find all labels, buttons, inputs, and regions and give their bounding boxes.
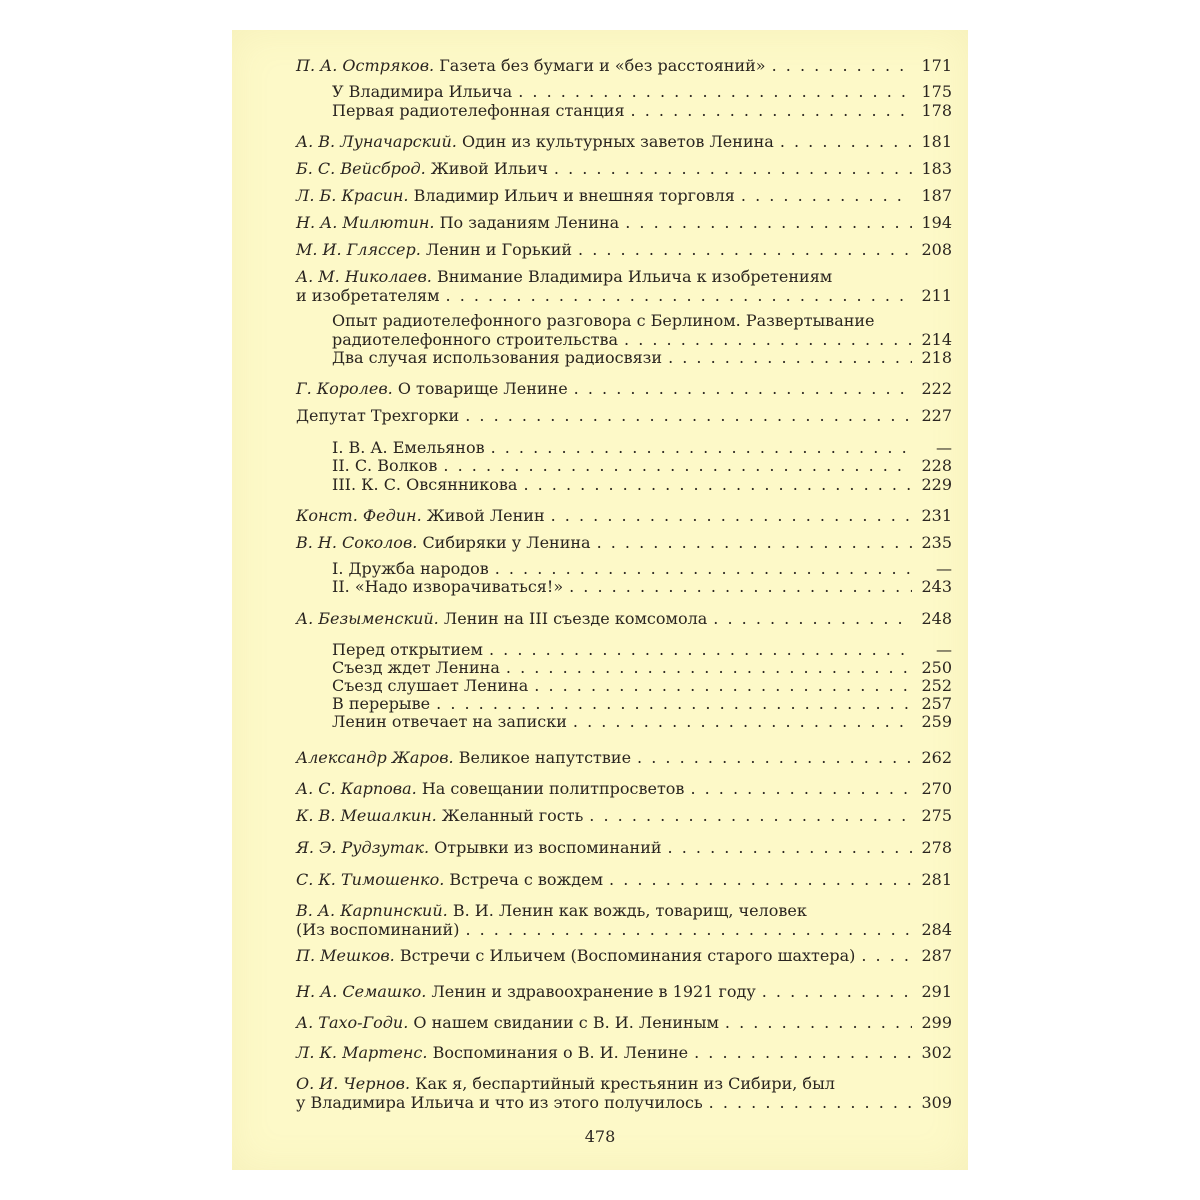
dot-leader xyxy=(568,380,912,399)
toc-author: В. А. Карпинский. xyxy=(296,901,448,920)
dot-leader xyxy=(572,241,912,260)
toc-line xyxy=(332,713,952,732)
toc-title xyxy=(296,749,631,768)
toc-line xyxy=(332,578,952,597)
dot-leader xyxy=(591,534,912,553)
toc-page-number: 250 xyxy=(921,658,952,677)
toc-title xyxy=(296,133,774,152)
toc-title xyxy=(296,983,756,1002)
toc-page-number: 309 xyxy=(921,1092,952,1112)
toc-text: Перед открытием xyxy=(332,640,483,659)
toc-author: Александр Жаров. xyxy=(296,748,454,767)
toc-line xyxy=(296,287,952,306)
toc-line xyxy=(332,677,952,696)
toc-text: Как я, беспартийный крестьянин из Сибири, был xyxy=(415,1074,835,1093)
toc-page-number: 259 xyxy=(921,712,952,731)
toc-line xyxy=(296,133,952,152)
toc-title xyxy=(332,476,517,495)
toc-page-number: 299 xyxy=(921,1013,952,1032)
toc-line xyxy=(332,560,952,579)
toc-line xyxy=(332,439,952,458)
toc-text: Владимир Ильич и внешняя торговля xyxy=(413,186,735,205)
toc-page-number: 287 xyxy=(921,946,952,965)
toc-line xyxy=(296,57,952,76)
toc-line xyxy=(332,349,952,368)
toc-title xyxy=(332,349,662,368)
toc-text: Опыт радиотелефонного разговора с Берлином. Развертывание xyxy=(332,311,875,330)
toc-page-number: 262 xyxy=(921,748,952,767)
toc-line xyxy=(296,947,952,966)
toc-page-number: 278 xyxy=(921,838,952,857)
toc-text: Встреча с вождем xyxy=(449,870,604,889)
dot-leader xyxy=(684,780,912,799)
toc-page-number: 218 xyxy=(921,348,952,367)
toc-text: (Из воспоминаний) xyxy=(296,919,460,939)
toc-subentry xyxy=(332,677,952,696)
toc-line xyxy=(296,902,952,921)
toc-title xyxy=(296,507,545,526)
dot-leader xyxy=(619,214,912,233)
toc-line xyxy=(296,1075,952,1094)
toc-title xyxy=(332,331,618,350)
dot-leader xyxy=(517,476,912,495)
dot-leader xyxy=(500,659,912,678)
toc-page-number: 175 xyxy=(921,82,952,101)
toc-subentry xyxy=(332,578,952,597)
dot-leader xyxy=(459,921,912,940)
toc-page-number: 231 xyxy=(921,506,952,525)
toc-subentry xyxy=(332,312,952,349)
toc-line xyxy=(296,214,952,233)
toc-line xyxy=(296,507,952,526)
dot-leader xyxy=(430,695,912,714)
toc-text: На совещании политпросветов xyxy=(421,779,685,798)
toc-author: Конст. Федин. xyxy=(296,506,422,525)
toc-entry xyxy=(296,1075,952,1112)
toc-page-number: 275 xyxy=(921,806,952,825)
toc-text: Отрывки из воспоминаний xyxy=(434,838,662,857)
toc-page-number: 171 xyxy=(921,56,952,75)
toc-text: Желанный гость xyxy=(441,806,584,825)
toc-entry xyxy=(296,241,952,260)
toc-text: Газета без бумаги и «без расстояний» xyxy=(439,56,766,75)
dot-leader xyxy=(774,133,912,152)
toc-text: Два случая использования радиосвязи xyxy=(332,348,663,367)
dot-leader xyxy=(437,457,912,476)
toc-entry xyxy=(296,507,952,526)
toc-page-number: 257 xyxy=(921,694,952,713)
toc-title xyxy=(296,1044,688,1063)
toc-entry xyxy=(296,268,952,305)
dot-leader xyxy=(631,749,912,768)
toc-page-number: 252 xyxy=(921,676,952,695)
toc-line xyxy=(296,839,952,858)
toc-page-number: 291 xyxy=(921,982,952,1001)
toc-title xyxy=(296,871,603,890)
toc-title xyxy=(332,312,875,331)
toc-title xyxy=(296,287,440,306)
toc-title xyxy=(332,659,500,678)
toc-line xyxy=(296,1014,952,1033)
toc-author: П. Мешков. xyxy=(296,946,395,965)
toc-author: А. Тахо-Годи. xyxy=(296,1013,409,1032)
toc-author: А. М. Николаев. xyxy=(296,267,432,286)
toc-title xyxy=(296,839,662,858)
dot-leader xyxy=(618,331,912,350)
toc-entry xyxy=(296,839,952,858)
toc-title xyxy=(296,160,548,179)
toc-text: Встречи с Ильичем (Воспоминания старого шахтера) xyxy=(399,946,856,965)
toc-author: Н. А. Милютин. xyxy=(296,213,435,232)
toc-title xyxy=(332,439,485,458)
toc-text: I. Дружба народов xyxy=(332,559,489,578)
toc-author: К. В. Мешалкин. xyxy=(296,806,437,825)
toc-entry xyxy=(296,983,952,1002)
toc-author: С. К. Тимошенко. xyxy=(296,870,445,889)
toc-title xyxy=(296,241,572,260)
toc-title xyxy=(296,380,568,399)
toc-author: Л. Б. Красин. xyxy=(296,186,409,205)
toc-title xyxy=(296,407,459,426)
toc-entry xyxy=(296,610,952,629)
dot-leader xyxy=(662,349,912,368)
book-page xyxy=(232,30,968,1170)
dot-leader xyxy=(545,507,912,526)
toc-page-number: — xyxy=(936,640,952,659)
toc-text: Один из культурных заветов Ленина xyxy=(461,132,774,151)
toc-page-number: 284 xyxy=(921,919,952,939)
toc-page-number: 178 xyxy=(921,101,952,120)
toc-title xyxy=(296,947,855,966)
toc-page-number: 229 xyxy=(921,475,952,494)
toc-line xyxy=(296,610,952,629)
toc-title xyxy=(332,641,483,660)
dot-leader xyxy=(735,187,912,206)
toc-text: II. С. Волков xyxy=(332,456,438,475)
toc-text: Живой Ленин xyxy=(426,506,545,525)
toc-entry xyxy=(296,947,952,966)
toc-title xyxy=(296,780,684,799)
toc-line xyxy=(296,534,952,553)
toc-line xyxy=(296,807,952,826)
toc-page-number: 248 xyxy=(921,609,952,628)
toc-page-number: 183 xyxy=(921,159,952,178)
toc-entry xyxy=(296,1044,952,1063)
toc-entry xyxy=(296,57,952,76)
toc-title xyxy=(296,1014,719,1033)
toc-title xyxy=(296,610,707,629)
dot-leader xyxy=(766,57,912,76)
toc-page-number: 222 xyxy=(921,379,952,398)
toc-title xyxy=(296,921,459,940)
dot-leader xyxy=(719,1014,912,1033)
toc-author: Г. Королев. xyxy=(296,379,393,398)
toc-page-number: — xyxy=(936,559,952,578)
toc-line xyxy=(296,983,952,1002)
toc-text: радиотелефонного строительства xyxy=(332,329,619,349)
dot-leader xyxy=(703,1094,912,1113)
toc-text: Воспоминания о В. И. Ленине xyxy=(432,1043,689,1062)
toc-title xyxy=(332,677,528,696)
toc-entry xyxy=(296,407,952,426)
toc-title xyxy=(296,902,807,921)
toc-subentry xyxy=(332,83,952,102)
toc-title xyxy=(332,578,563,597)
toc-title xyxy=(332,83,512,102)
toc-line xyxy=(332,457,952,476)
dot-leader xyxy=(528,677,912,696)
toc-subentry xyxy=(332,659,952,678)
toc-line xyxy=(332,641,952,660)
toc-text: II. «Надо изворачиваться!» xyxy=(332,577,564,596)
toc-title xyxy=(296,187,735,206)
toc-subentry xyxy=(332,439,952,458)
toc-author: А. С. Карпова. xyxy=(296,779,417,798)
toc-author: А. В. Луначарский. xyxy=(296,132,457,151)
dot-leader xyxy=(662,839,912,858)
dot-leader xyxy=(567,713,912,732)
toc-line xyxy=(332,695,952,714)
toc-page-number: 281 xyxy=(921,870,952,889)
toc-line xyxy=(296,780,952,799)
toc-entry xyxy=(296,807,952,826)
toc-text: Великое напутствие xyxy=(458,748,632,767)
toc-line xyxy=(332,102,952,121)
toc-subentry xyxy=(332,349,952,368)
dot-leader xyxy=(440,287,912,306)
toc-page-number: 228 xyxy=(921,456,952,475)
toc-entry xyxy=(296,902,952,939)
toc-page-number: 187 xyxy=(921,186,952,205)
toc-author: М. И. Гляссер. xyxy=(296,240,421,259)
toc-text: О товарище Ленине xyxy=(397,379,568,398)
dot-leader xyxy=(707,610,912,629)
toc-line xyxy=(296,160,952,179)
toc-title xyxy=(296,807,583,826)
toc-text: Съезд ждет Ленина xyxy=(332,658,500,677)
toc-text: По заданиям Ленина xyxy=(439,213,620,232)
toc-entry xyxy=(296,1014,952,1033)
dot-leader xyxy=(625,102,912,121)
toc-page-number: 211 xyxy=(921,285,952,305)
toc-line xyxy=(296,921,952,940)
toc-line xyxy=(296,1094,952,1113)
toc-page-number: 302 xyxy=(921,1043,952,1062)
toc-subentry xyxy=(332,457,952,476)
toc-text: Съезд слушает Ленина xyxy=(332,676,529,695)
dot-leader xyxy=(483,641,912,660)
toc-text: у Владимира Ильича и что из этого получилось xyxy=(296,1092,703,1112)
toc-title xyxy=(332,695,430,714)
toc-subentry xyxy=(332,560,952,579)
dot-leader xyxy=(489,560,912,579)
toc-text: Живой Ильич xyxy=(430,159,548,178)
dot-leader xyxy=(603,871,912,890)
toc-line xyxy=(296,871,952,890)
toc-line xyxy=(296,241,952,260)
toc-text: Ленин отвечает на записки xyxy=(332,712,567,731)
toc-page-number: 214 xyxy=(921,329,952,349)
toc-subentry xyxy=(332,641,952,660)
toc-entry xyxy=(296,534,952,553)
dot-leader xyxy=(583,807,912,826)
toc-entry xyxy=(296,187,952,206)
toc-entry xyxy=(296,380,952,399)
toc-entry xyxy=(296,749,952,768)
toc-title xyxy=(296,214,619,233)
toc-subentry xyxy=(332,476,952,495)
toc-text: I. В. А. Емельянов xyxy=(332,438,485,457)
toc-page-number: — xyxy=(936,438,952,457)
toc-text: и изобретателям xyxy=(296,285,440,305)
toc-title xyxy=(296,1075,835,1094)
toc-subentry xyxy=(332,102,952,121)
toc-page-number: 243 xyxy=(921,577,952,596)
toc-author: П. А. Остряков. xyxy=(296,56,435,75)
toc-page-number: 208 xyxy=(921,240,952,259)
toc-text: У Владимира Ильича xyxy=(332,82,513,101)
dot-leader xyxy=(512,83,912,102)
toc-page-number: 194 xyxy=(921,213,952,232)
toc-text: Сибиряки у Ленина xyxy=(422,533,591,552)
toc-text: Первая радиотелефонная станция xyxy=(332,101,625,120)
toc-page-number: 235 xyxy=(921,533,952,552)
toc-entry xyxy=(296,160,952,179)
toc-line xyxy=(296,187,952,206)
toc-text: В перерыве xyxy=(332,694,431,713)
toc-author: А. Безыменский. xyxy=(296,609,439,628)
page-number: 478 xyxy=(584,1127,616,1146)
dot-leader xyxy=(548,160,912,179)
toc-text: Депутат Трехгорки xyxy=(296,406,460,425)
toc-line xyxy=(332,476,952,495)
toc-author: О. И. Чернов. xyxy=(296,1074,411,1093)
toc-entry xyxy=(296,780,952,799)
toc-title xyxy=(296,57,766,76)
toc-text: III. К. С. Овсянникова xyxy=(332,475,518,494)
dot-leader xyxy=(688,1044,912,1063)
toc-subentry xyxy=(332,695,952,714)
dot-leader xyxy=(756,983,912,1002)
toc-title xyxy=(296,534,591,553)
toc-author: Н. А. Семашко. xyxy=(296,982,427,1001)
toc-author: Я. Э. Рудзутак. xyxy=(296,838,430,857)
toc-title xyxy=(332,713,567,732)
toc-author: Б. С. Вейсброд. xyxy=(296,159,426,178)
toc-text: Внимание Владимира Ильича к изобретениям xyxy=(436,267,833,286)
dot-leader xyxy=(485,439,912,458)
toc-subentry xyxy=(332,713,952,732)
toc-line xyxy=(296,407,952,426)
toc-line xyxy=(296,749,952,768)
toc-line xyxy=(332,312,952,331)
toc-text: Ленин на III съезде комсомола xyxy=(443,609,708,628)
toc-title xyxy=(332,457,437,476)
dot-leader xyxy=(459,407,912,426)
dot-leader xyxy=(855,947,912,966)
dot-leader xyxy=(563,578,912,597)
toc-page-number: 270 xyxy=(921,779,952,798)
toc-line xyxy=(332,659,952,678)
toc-author: Л. К. Мартенс. xyxy=(296,1043,428,1062)
toc-text: Ленин и Горький xyxy=(425,240,573,259)
toc-title xyxy=(332,560,489,579)
toc-entry xyxy=(296,214,952,233)
toc-title xyxy=(332,102,625,121)
toc-line xyxy=(332,83,952,102)
toc-text: Ленин и здравоохранение в 1921 году xyxy=(431,982,756,1001)
toc-author: В. Н. Соколов. xyxy=(296,533,418,552)
toc-title xyxy=(296,268,832,287)
toc-page-number: 227 xyxy=(921,406,952,425)
toc-line xyxy=(296,1044,952,1063)
toc-title xyxy=(296,1094,703,1113)
toc-line xyxy=(296,380,952,399)
toc-entry xyxy=(296,871,952,890)
toc-entry xyxy=(296,133,952,152)
toc-text: О нашем свидании с В. И. Лениным xyxy=(413,1013,719,1032)
toc-page-number: 181 xyxy=(921,132,952,151)
toc-text: В. И. Ленин как вождь, товарищ, человек xyxy=(452,901,807,920)
toc-line xyxy=(296,268,952,287)
toc-line xyxy=(332,331,952,350)
